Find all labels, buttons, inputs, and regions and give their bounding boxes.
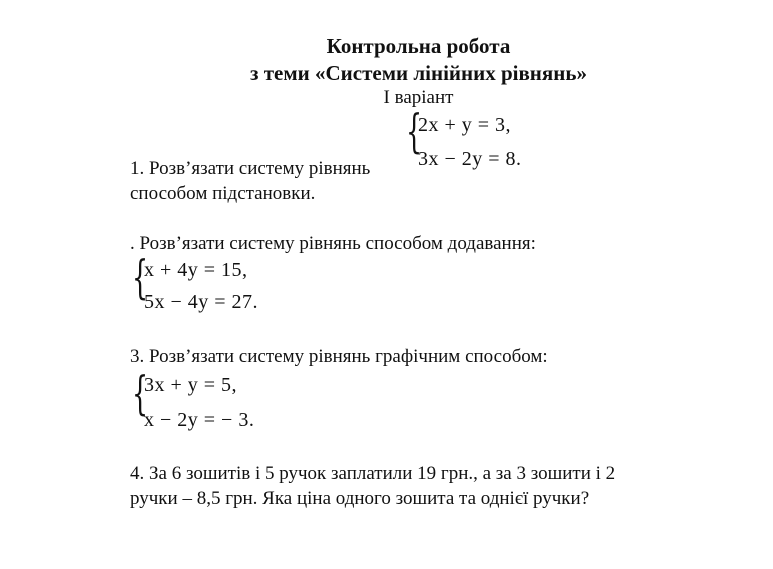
title-line-2: з теми «Системи лінійних рівнянь» [250, 61, 587, 85]
task2-equation-1: x + 4y = 15, [144, 259, 248, 281]
task3-text: 3. Розв’язати систему рівнянь графічним способом: [130, 346, 548, 367]
task4-text-line2: ручки – 8,5 грн. Яка ціна одного зошита та однієї ручки? [130, 488, 590, 509]
task2-brace: { [132, 250, 149, 304]
variant-label: І варіант [383, 87, 454, 108]
task1-text-line1: 1. Розв’язати систему рівнянь [130, 158, 371, 179]
task3-equation-2: x − 2y = − 3. [144, 409, 255, 431]
task1-text-line2: способом підстановки. [130, 183, 316, 204]
title-line-1: Контрольна робота [326, 34, 511, 58]
task2-equation-2: 5x − 4y = 27. [144, 291, 259, 313]
task2-text: . Розв’язати систему рівнянь способом додавання: [130, 233, 536, 254]
task3-brace: { [132, 366, 149, 420]
task1-equation-2: 3x − 2y = 8. [418, 148, 522, 170]
task4-text-line1: 4. За 6 зошитів і 5 ручок заплатили 19 грн., а за 3 зошити і 2 [130, 463, 616, 484]
task1-equation-1: 2x + y = 3, [418, 114, 512, 136]
task3-equation-1: 3x + y = 5, [144, 374, 238, 396]
task1-brace: { [406, 104, 423, 158]
